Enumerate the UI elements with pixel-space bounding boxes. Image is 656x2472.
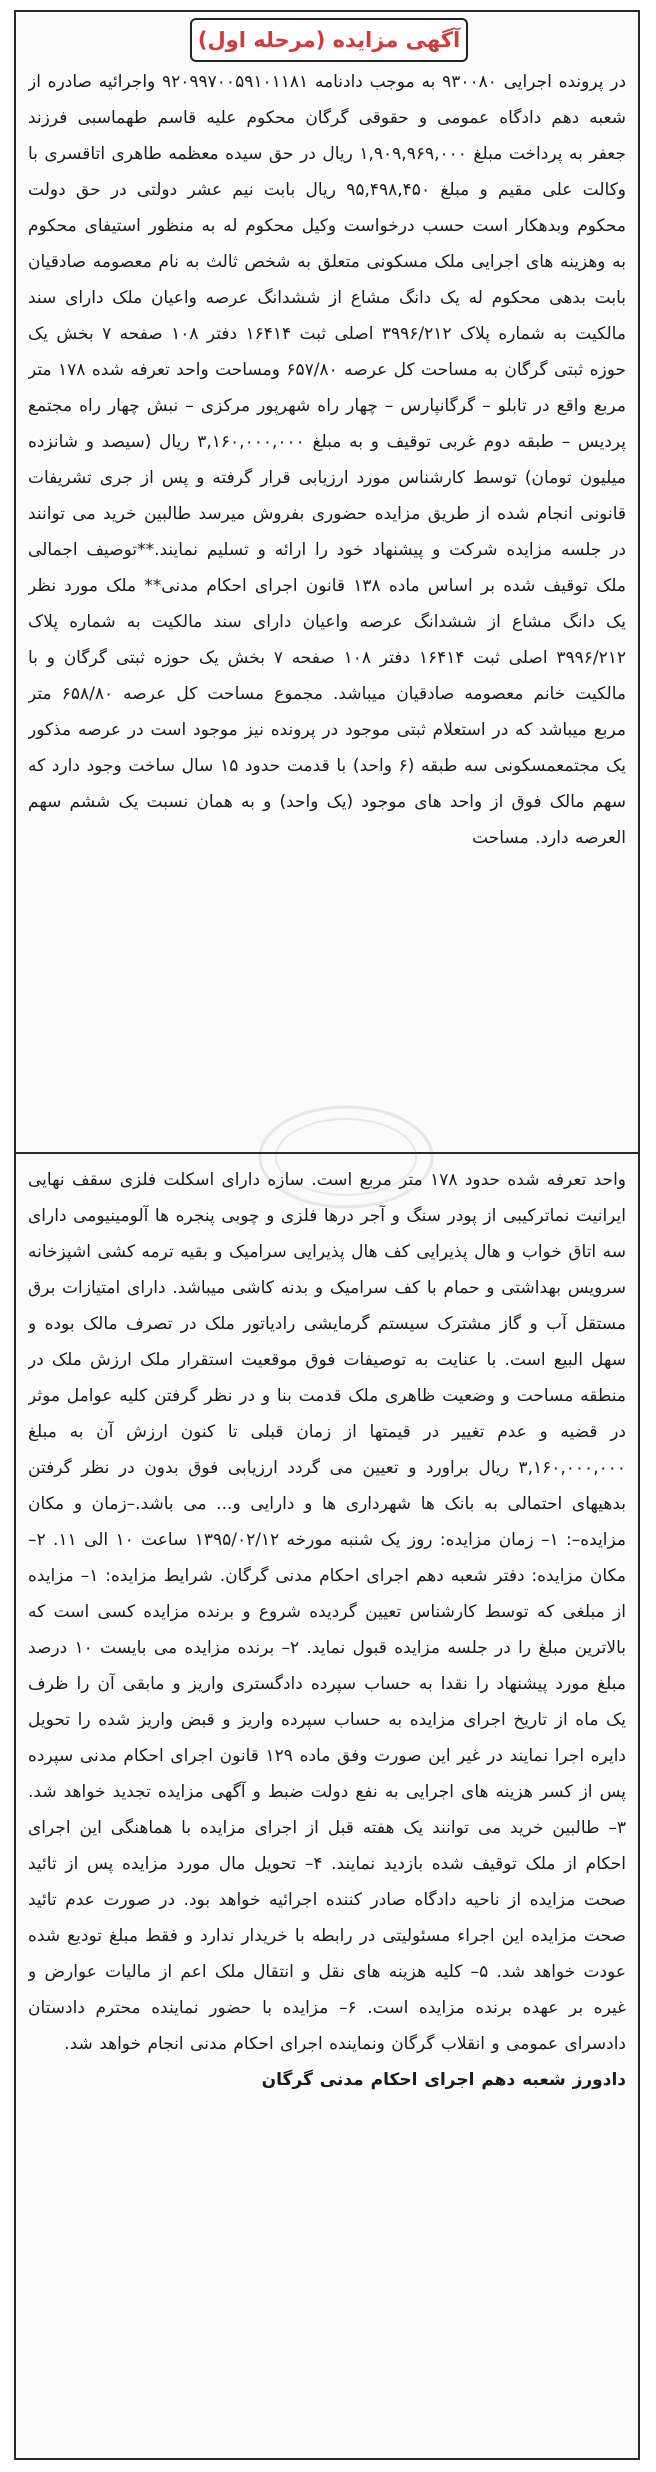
notice-title: آگهی مزایده (مرحله اول) bbox=[190, 18, 468, 62]
notice-paragraph: در پرونده اجرایی ۹۳۰۰۸۰ به موجب دادنامه ۹۲۰۹۹۷۰۰۵۹۱۰۱۱۸۱ واجرائیه صادره از شعبه دهم دادگاه عمومی و حقوقی گرگان محکوم علیه قاسم طهماسبی فرزند جعفر به پرداخت مبلغ ۱,۹۰۹,۹۶۹,۰۰۰ ریال در حق سیده معظمه طاهری اتاقسری با وکالت علی مقیم و مبلغ ۹۵,۴۹۸,۴۵۰ ریال بابت نیم عشر دولتی در حق دولت محکوم وبدهکار است حسب درخواست وکیل محکوم له به منظور استیفای محکوم به وهزینه های اجرایی ملک مسکونی متعلق به شخص ثالث به نام معصومه صادقیان بابت بدهی محکوم له یک دانگ مشاع از ششدانگ عرصه واعیان ملک دارای سند مالکیت به شماره پلاک ۳۹۹۶/۲۱۲ اصلی ثبت ۱۶۴۱۴ دفتر ۱۰۸ صفحه ۷ بخش یک حوزه ثبتی گرگان به مساحت کل عرصه ۶۵۷/۸۰ ومساحت واحد تعرفه شده ۱۷۸ متر مربع واقع در تابلو – گرگانپارس – چهار راه شهرپور مرکزی – نبش چهار راه مجتمع پردیس – طبقه دوم غربی توقیف و به مبلغ ۳,۱۶۰,۰۰۰,۰۰۰ ریال (سیصد و شانزده میلیون تومان) توسط کارشناس مورد ارزیابی قرار گرفته و پس از جری تشریفات قانونی انجام شده از طریق مزایده حضوری بفروش میرسد طالبین خرید می توانند در جلسه مزایده شرکت و پیشنهاد خود را ارائه و تسلیم نمایند.**توصیف اجمالی ملک توقیف شده بر اساس ماده ۱۳۸ قانون اجرای احکام مدنی** ملک مورد نظر یک دانگ مشاع از ششدانگ عرصه واعیان دارای سند مالکیت به شماره پلاک ۳۹۹۶/۲۱۲ اصلی ثبت ۱۶۴۱۴ دفتر ۱۰۸ صفحه ۷ بخش یک حوزه ثبتی گرگان و با مالکیت خانم معصومه صادقیان میباشد. مجموع مساحت کل عرصه ۶۵۸/۸۰ متر مربع میباشد که در استعلام ثبتی موجود در پرونده نیز موجود است در عرصه مذکور یک مجتمعمسکونی سه طبقه (۶ واحد) با قدمت حدود ۱۵ سال ساخت وجود دارد که سهم مالک فوق از واحد های موجود (یک واحد) و به همان نسبت یک ششم سهم العرصه دارد. مساحت bbox=[28, 72, 626, 848]
notice-paragraph: واحد تعرفه شده حدود ۱۷۸ متر مربع است. سازه دارای اسکلت فلزی سقف نهایی ایرانیت نماترکیبی از پودر سنگ و آجر درها فلزی و چوبی پنجره ها آلومینیومی دارای سه اتاق خواب و هال پذیرایی کف هال پذیرایی سرامیک و بقیه ترمه کشی اشپزخانه سرویس بهداشتی و حمام با کف سرامیک و بدنه کاشی میباشد. دارای امتیازات برق مستقل آب و گاز مشترک سیستم گرمایشی رادیاتور ملک در تصرف مالک بوده و سهل البیع است. با عنایت به توصیفات فوق موقعیت استقرار ملک ارزش ملک در منطقه مساحت و وضعیت ظاهری ملک قدمت بنا و در نظر گرفتن کلیه عوامل موثر در قضیه و عدم تغییر در قیمتها از زمان قبلی تا کنون ارزش آن به مبلغ ۳,۱۶۰,۰۰۰,۰۰۰ ریال براورد و تعیین می گردد ارزیابی فوق بدون در نظر گرفتن بدهیهای احتمالی به بانک ها شهرداری ها و دارایی و... می باشد.–زمان و مکان مزایده–: ۱– زمان مزایده: روز یک شنبه مورخه ۱۳۹۵/۰۲/۱۲ ساعت ۱۰ الی ۱۱. ۲– مکان مزایده: دفتر شعبه دهم اجرای احکام مدنی گرگان. شرایط مزایده: ۱– مزایده از مبلغی که توسط کارشناس تعیین گردیده شروع و برنده مزایده کسی است که بالاترین مبلغ را در جلسه مزایده قبول نماید. ۲– برنده مزایده می بایست ۱۰ درصد مبلغ مورد پیشنهاد را نقدا به حساب سپرده دادگستری واریز و مابقی آن را ظرف یک ماه از تاریخ اجرای مزایده به حساب سپرده واریز و قبض واریز شده را تحویل دایره اجرا نمایند در غیر این صورت وفق ماده ۱۲۹ قانون اجرای احکام مدنی سپرده پس از کسر هزینه های اجرایی به نفع دولت ضبط و آگهی مزایده تجدید خواهد شد. ۳– طالبین خرید می توانند یک هفته قبل از اجرای مزایده با هماهنگی این اجرای احکام از ملک توقیف شده بازدید نمایند. ۴– تحویل مال مورد مزایده پس از تائید صحت مزایده از ناحیه دادگاه صادر کننده اجرائیه خواهد بود. در صورت عدم تائید صحت مزایده این اجراء مسئولیتی در رابطه با خریدار ندارد و فقط مبلغ تودیع شده عودت خواهد شد. ۵– کلیه هزینه های نقل و انتقال ملک اعم از مالیات عوارض و غیره بر عهده برنده مزایده است. ۶– مزایده با حضور نماینده محترم دادستان دادسرای عمومی و انقلاب گرگان ونماینده اجرای احکام مدنی انجام خواهد شد. bbox=[28, 1170, 626, 2054]
column-divider bbox=[16, 1152, 638, 1154]
notice-signature: دادورز شعبه دهم اجرای احکام مدنی گرگان bbox=[261, 2070, 626, 2090]
notice-body-part-2 bbox=[28, 1162, 626, 2452]
newspaper-notice bbox=[14, 10, 640, 2460]
notice-body-part-1 bbox=[28, 64, 626, 1154]
